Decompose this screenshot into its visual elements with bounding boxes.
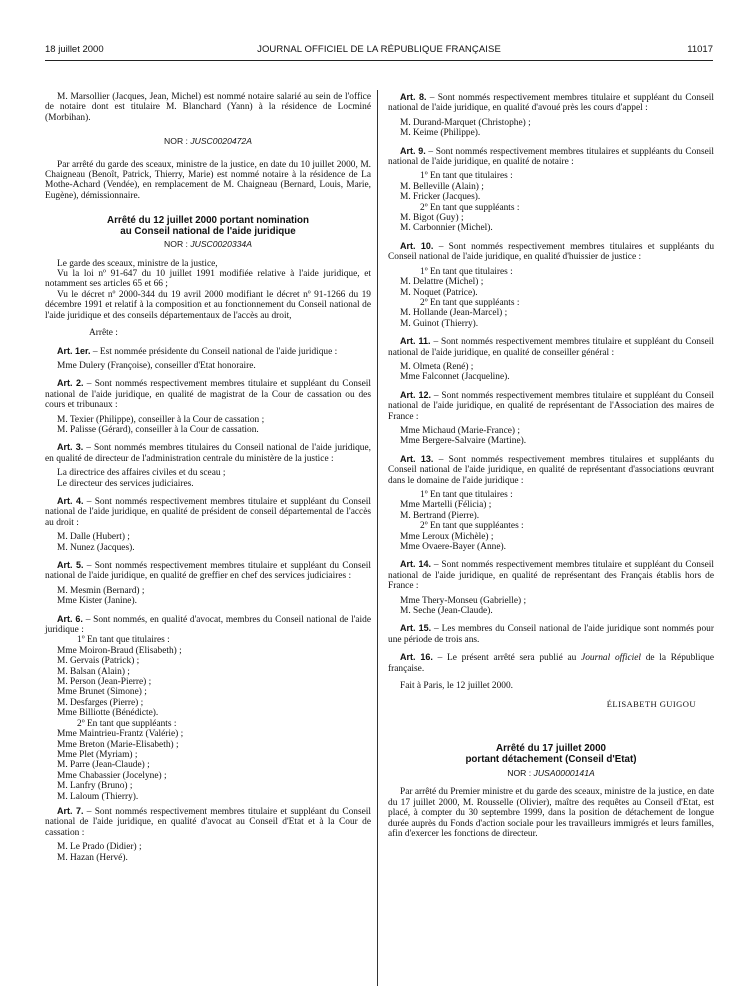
list-item: La directrice des affaires civiles et du sceau ; bbox=[57, 468, 226, 479]
header-date: 18 juillet 2000 bbox=[45, 44, 104, 55]
list-item: M. Seche (Jean-Claude). bbox=[400, 606, 493, 617]
article: Art. 14. – Sont nommés respectivement membres titulaire et suppléant du Conseil national de l'aide juridique, en qualité de représentant des Français établis hors de France : bbox=[388, 559, 714, 592]
article: Art. 6. – Sont nommés, en qualité d'avocat, membres du Conseil national de l'aide juridique : bbox=[45, 613, 371, 636]
list-item: M. Keime (Philippe). bbox=[400, 128, 481, 139]
article: Art. 12. – Sont nommés respectivement membres titulaire et suppléant du Conseil national de l'aide juridique, en qualité de représentant de l'Association des maires de France : bbox=[388, 389, 714, 422]
nor-reference: NOR : JUSC0020334A bbox=[164, 239, 252, 250]
article: Art. 8. – Sont nommés respectivement membres titulaire et suppléant du Conseil national de l'aide juridique, en qualité d'avoué près les cours d'appel : bbox=[388, 92, 714, 114]
paragraph: M. Marsollier (Jacques, Jean, Michel) est nommé notaire salarié au sein de l'office de notaire dont est titulaire M. Blanchard (Yann) à la résidence de Locminé (Morbihan). bbox=[45, 92, 371, 123]
decree-title: Arrêté du 12 juillet 2000 portant nomination bbox=[107, 215, 309, 227]
list-item: Mme Dulery (Françoise), conseiller d'Etat honoraire. bbox=[57, 360, 256, 371]
nor-reference: NOR : JUSA0000141A bbox=[507, 767, 595, 778]
list-item: M. Balsan (Alain) ; bbox=[57, 666, 130, 677]
paragraph: Par arrêté du garde des sceaux, ministre de la justice, en date du 10 juillet 2000, M. Chaigneau (Benoît, Patrick, Thierry, Marie) est nommé notaire à la résidence de La Mothe-Achard (Vendée), en remplacement de M. Chaigneau (Bernard, Louis, Marie, Eugène), démissionnaire. bbox=[45, 159, 371, 201]
subheading: 1º En tant que titulaires : bbox=[420, 266, 513, 277]
list-item: M. Palisse (Gérard), conseiller à la Cour de cassation. bbox=[57, 424, 259, 435]
article: Art. 9. – Sont nommés respectivement membres titulaires et suppléants du Conseil national de l'aide juridique, en qualité de notaire : bbox=[388, 145, 714, 168]
list-item: M. Le Prado (Didier) ; bbox=[57, 842, 142, 853]
list-item: M. Dalle (Hubert) ; bbox=[57, 532, 130, 543]
list-item: M. Olmeta (René) ; bbox=[400, 361, 474, 372]
article: Art. 1er. – Est nommée présidente du Conseil national de l'aide juridique : bbox=[57, 345, 338, 357]
article: Art. 3. – Sont nommés membres titulaires du Conseil national de l'aide juridique, en qualité de directeur de l'administration centrale du ministère de la justice : bbox=[45, 442, 371, 464]
journal-title: JOURNAL OFFICIEL DE LA RÉPUBLIQUE FRANÇAISE bbox=[257, 44, 501, 55]
list-item: M. Noquet (Patrice). bbox=[400, 287, 478, 298]
list-item: M. Texier (Philippe), conseiller à la Cour de cassation ; bbox=[57, 414, 265, 425]
list-item: M. Delattre (Michel) ; bbox=[400, 277, 484, 288]
paragraph: Vu le décret nº 2000-344 du 19 avril 2000 modifiant le décret nº 91-1266 du 19 décembre 1991 et relatif à la composition et au fonctionnement du Conseil national de l'aide juridique et des conseils départementaux de l'accès au droit, bbox=[45, 289, 371, 321]
list-item: M. Person (Jean-Pierre) ; bbox=[57, 677, 152, 688]
list-item: Mme Michaud (Marie-France) ; bbox=[400, 425, 521, 436]
list-item: M. Durand-Marquet (Christophe) ; bbox=[400, 117, 531, 128]
subheading: 1º En tant que titulaires : bbox=[77, 635, 170, 646]
subheading: 2º En tant que suppléants : bbox=[77, 718, 177, 729]
list-item: M. Fricker (Jacques). bbox=[400, 192, 481, 203]
list-item: M. Desfarges (Pierre) ; bbox=[57, 697, 144, 708]
paragraph: Par arrêté du Premier ministre et du garde des sceaux, ministre de la justice, en date du 17 juillet 2000, M. Rousselle (Olivier), maître des requêtes au Conseil d'Etat, est placé, à compter du 30 septembre 1999, dans la position de détachement de longue durée auprès du Fonds d'action sociale pour les travailleurs immigrés et leurs familles, afin d'exercer les fonctions de directeur. bbox=[388, 787, 714, 839]
article: Art. 7. – Sont nommés respectivement membres titulaire et suppléant du Conseil national de l'aide juridique, en qualité d'avocat au Conseil d'Etat et à la Cour de cassation : bbox=[45, 805, 371, 838]
article: Art. 16. – Le présent arrêté sera publié au Journal officiel de la République française. bbox=[388, 652, 715, 674]
article: Art. 11. – Sont nommés respectivement membres titulaire et suppléant du Conseil national de l'aide juridique, en qualité de conseiller général : bbox=[388, 336, 715, 358]
signatory: ÉLISABETH GUIGOU bbox=[606, 698, 696, 709]
list-item: M. Gervais (Patrick) ; bbox=[57, 656, 140, 667]
decree-title: au Conseil national de l'aide juridique bbox=[120, 226, 296, 238]
list-item: M. Laloum (Thierry). bbox=[57, 791, 139, 802]
list-item: M. Nunez (Jacques). bbox=[57, 542, 135, 553]
paragraph: Le garde des sceaux, ministre de la justice, bbox=[57, 258, 218, 269]
list-item: M. Bigot (Guy) ; bbox=[400, 213, 464, 224]
article: Art. 13. – Sont nommés respectivement membres titulaires et suppléants du Conseil national de l'aide juridique, en qualité de représentant d'associations œuvrant dans le domaine de l'aide juridique : bbox=[388, 453, 715, 486]
list-item: M. Hazan (Hervé). bbox=[57, 852, 128, 863]
list-item: M. Lanfry (Bruno) ; bbox=[57, 781, 133, 792]
article: Art. 2. – Sont nommés respectivement membres titulaire et suppléant du Conseil national de l'aide juridique, en qualité de magistrat de la Cour de cassation ou des cours et tribunaux : bbox=[45, 378, 371, 411]
subheading: 2º En tant que suppléantes : bbox=[420, 521, 524, 532]
list-item: Mme Billiotte (Bénédicte). bbox=[57, 708, 159, 719]
list-item: Le directeur des services judiciaires. bbox=[57, 478, 194, 489]
list-item: Mme Breton (Marie-Elisabeth) ; bbox=[57, 739, 179, 750]
list-item: M. Carbonnier (Michel). bbox=[400, 223, 493, 234]
list-item: Mme Brunet (Simone) ; bbox=[57, 687, 147, 698]
list-item: M. Belleville (Alain) ; bbox=[400, 181, 484, 192]
subheading: 1º En tant que titulaires : bbox=[420, 490, 513, 500]
list-item: Mme Bergere-Salvaire (Martine). bbox=[400, 436, 527, 447]
left-column bbox=[45, 92, 371, 863]
page-number: 11017 bbox=[687, 44, 713, 55]
decree-title: portant détachement (Conseil d'Etat) bbox=[465, 753, 637, 765]
decree-title: Arrêté du 17 juillet 2000 bbox=[496, 742, 606, 754]
article: Art. 10. – Sont nommés respectivement membres titulaires et suppléants du Conseil national de l'aide juridique, en qualité d'huissier de justice : bbox=[388, 240, 715, 263]
list-item: Mme Maintrieu-Frantz (Valérie) ; bbox=[57, 729, 184, 740]
list-item: Mme Moiron-Braud (Elisabeth) ; bbox=[57, 645, 182, 656]
article: Art. 5. – Sont nommés respectivement membres titulaire et suppléant du Conseil national de l'aide juridique, en qualité de greffier en chef des services judiciaires : bbox=[45, 560, 371, 582]
list-item: M. Parre (Jean-Claude) ; bbox=[57, 760, 150, 771]
nor-reference: NOR : JUSC0020472A bbox=[164, 136, 252, 147]
list-item: M. Bertrand (Pierre). bbox=[400, 510, 480, 521]
list-item: Mme Kister (Janine). bbox=[57, 596, 137, 607]
list-item: Mme Falconnet (Jacqueline). bbox=[400, 372, 510, 383]
list-item: Mme Martelli (Félicia) ; bbox=[400, 500, 492, 511]
article: Art. 15. – Les membres du Conseil national de l'aide juridique sont nommés pour une période de trois ans. bbox=[388, 623, 714, 645]
list-item: Mme Plet (Myriam) ; bbox=[57, 749, 138, 760]
subheading: 2º En tant que suppléants : bbox=[420, 297, 520, 308]
list-item: Mme Thery-Monseu (Gabrielle) ; bbox=[400, 595, 527, 606]
list-item: M. Hollande (Jean-Marcel) ; bbox=[400, 308, 508, 319]
article: Art. 4. – Sont nommés respectivement membres titulaire et suppléant du Conseil national de l'aide juridique, en qualité de président de conseil départemental de l'accès au droit : bbox=[45, 495, 371, 528]
list-item: Mme Leroux (Michèle) ; bbox=[400, 531, 494, 542]
list-item: M. Guinot (Thierry). bbox=[400, 318, 479, 329]
right-column bbox=[388, 92, 714, 839]
arrete-heading: Arrête : bbox=[89, 328, 118, 339]
header-rule bbox=[45, 60, 713, 61]
signature-date: Fait à Paris, le 12 juillet 2000. bbox=[400, 681, 514, 692]
list-item: M. Mesmin (Bernard) ; bbox=[57, 585, 145, 596]
column-divider bbox=[377, 90, 378, 986]
page-header bbox=[45, 44, 713, 58]
list-item: Mme Chabassier (Jocelyne) ; bbox=[57, 770, 167, 781]
paragraph: Vu la loi nº 91-647 du 10 juillet 1991 modifiée relative à l'aide juridique, et notamment ses articles 65 et 66 ; bbox=[45, 269, 371, 290]
list-item: Mme Ovaere-Bayer (Anne). bbox=[400, 542, 506, 553]
subheading: 2º En tant que suppléants : bbox=[420, 202, 520, 213]
subheading: 1º En tant que titulaires : bbox=[420, 171, 513, 182]
